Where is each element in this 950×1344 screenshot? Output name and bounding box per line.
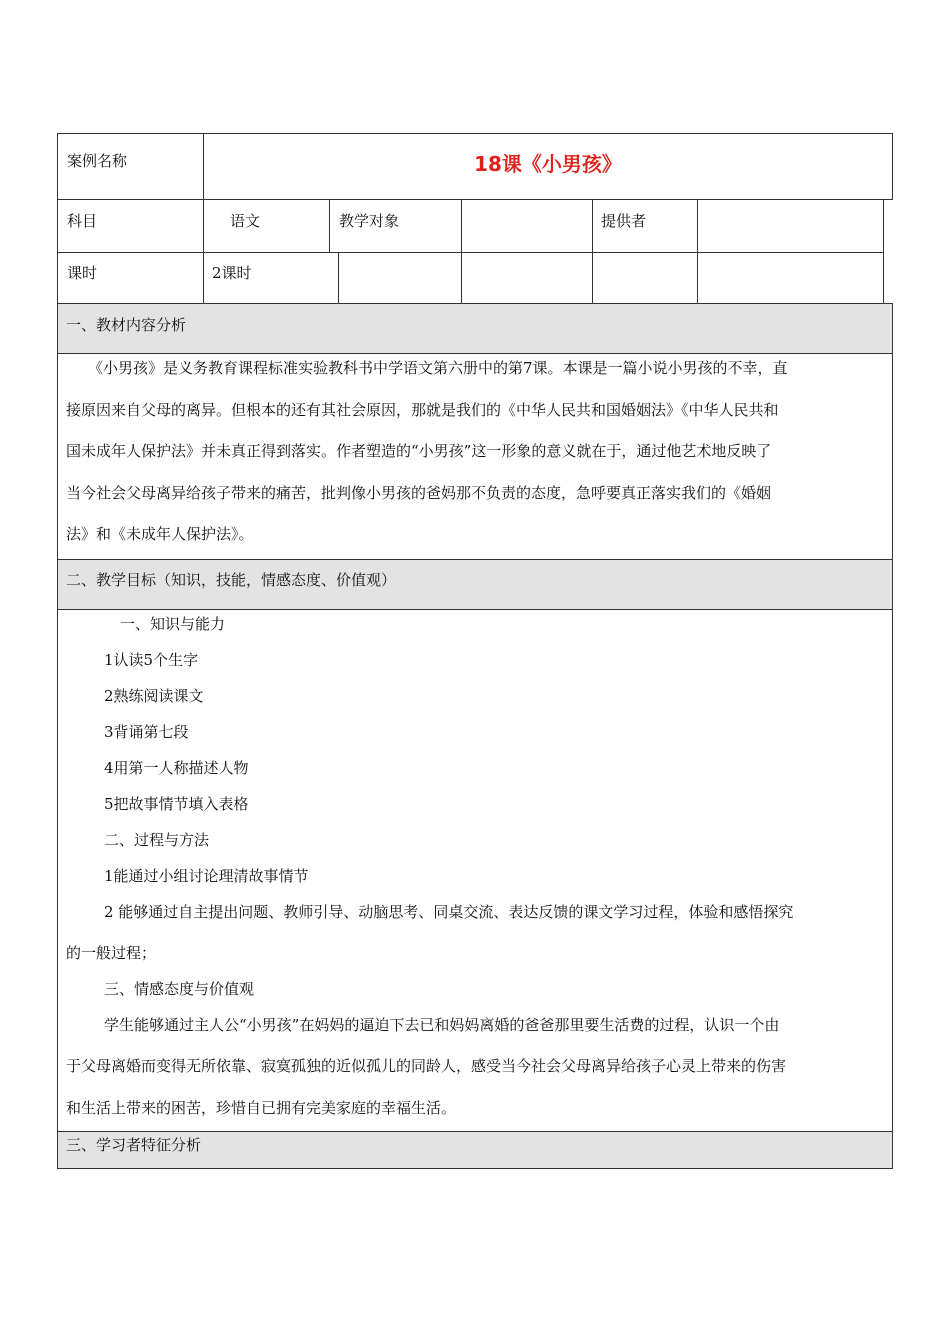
knowledge-item: 3背诵第七段 (104, 723, 189, 741)
provider-value-cell (697, 199, 884, 253)
case-title: 18课《小男孩》 (474, 152, 622, 176)
hours-value: 2课时 (212, 264, 252, 282)
values-heading: 三、情感态度与价值观 (104, 980, 255, 998)
process-item: 1能通过小组讨论理清故事情节 (104, 867, 309, 885)
empty-cell-3 (592, 252, 698, 304)
subject-label: 科目 (67, 212, 98, 230)
content-analysis-line: 接原因来自父母的离异。但根本的还有其社会原因，那就是我们的《中华人民共和国婚姻法》《中华人民共和 (66, 401, 779, 419)
knowledge-item: 2熟练阅读课文 (104, 687, 204, 705)
process-item: 2 能够通过自主提出问题、教师引导、动脑思考、同桌交流、表达反馈的课文学习过程，体验和感悟探究 (104, 903, 794, 921)
values-line: 于父母离婚而变得无所依靠、寂寞孤独的近似孤儿的同龄人，感受当今社会父母离异给孩子心灵上带来的伤害 (66, 1057, 787, 1075)
knowledge-item: 5把故事情节填入表格 (104, 795, 249, 813)
empty-cell-2 (461, 252, 593, 304)
learner-analysis-heading: 三、学习者特征分析 (66, 1136, 202, 1154)
values-line: 学生能够通过主人公“小男孩”在妈妈的逼迫下去已和妈妈离婚的爸爸那里要生活费的过程，认识一个由 (104, 1016, 780, 1034)
audience-label: 教学对象 (339, 212, 400, 230)
objectives-heading: 二、教学目标（知识，技能，情感态度、价值观） (66, 571, 397, 589)
knowledge-item: 4用第一人称描述人物 (104, 759, 249, 777)
values-line: 和生活上带来的困苦，珍惜自已拥有完美家庭的幸福生活。 (66, 1099, 457, 1117)
hours-label: 课时 (67, 264, 98, 282)
content-analysis-heading: 一、教材内容分析 (66, 316, 187, 334)
content-analysis-line: 当今社会父母离异给孩子带来的痛苦，批判像小男孩的爸妈那不负责的态度，急呼要真正落实我们的《婚姻 (66, 484, 772, 502)
content-analysis-line: 法》和《未成年人保护法》。 (66, 525, 254, 543)
content-analysis-line: 国未成年人保护法》并未真正得到落实。作者塑造的“小男孩”这一形象的意义就在于，通过他艺术地反映了 (66, 442, 772, 460)
knowledge-heading: 一、知识与能力 (120, 615, 226, 633)
subject-value-cell (203, 199, 330, 253)
process-heading: 二、过程与方法 (104, 831, 210, 849)
provider-label: 提供者 (601, 212, 647, 230)
audience-value-cell (461, 199, 593, 253)
subject-value: 语文 (230, 212, 261, 230)
content-analysis-line: 《小男孩》是义务教育课程标准实验教科书中学语文第六册中的第7课。本课是一篇小说小男孩的不幸，直 (88, 359, 788, 377)
case-name-label: 案例名称 (67, 152, 128, 170)
empty-cell-1 (338, 252, 462, 304)
knowledge-item: 1认读5个生字 (104, 651, 199, 669)
process-item-continued: 的一般过程； (66, 944, 157, 962)
empty-cell-4 (697, 252, 884, 304)
